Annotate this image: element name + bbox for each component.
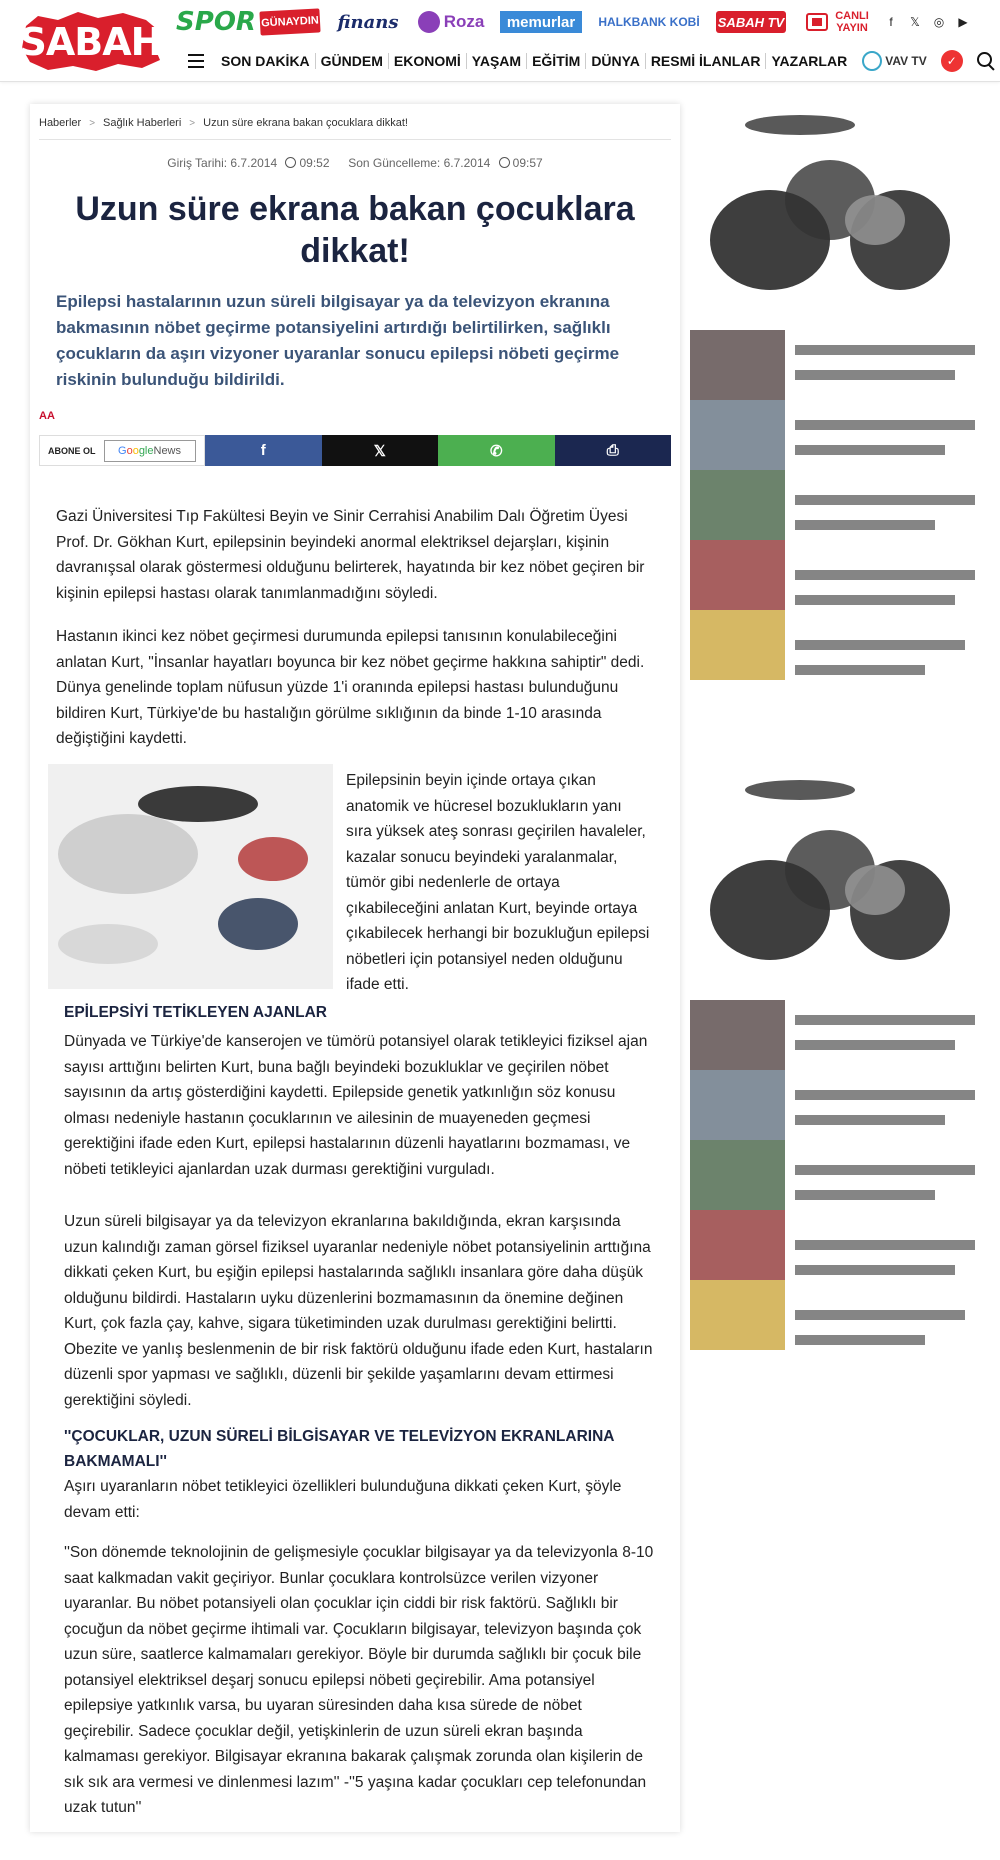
nav-egitim[interactable]: EĞİTİM [527,53,586,69]
article-paragraph: Dünyada ve Türkiye'de kanserojen ve tümörü potansiyel olarak tetikleyici fiziksel ajan sayısı arttığını belirten Kurt, buna bağlı beyindeki bozukluklar ve geçirilen nöbet sayısının da artış gösterdiğini kaydetti. Epilepside genetik yatkınlığın söz konusu olması nedeniyle hastanın çocuklarının ve ailesinin de muayeneden geçmesi gerektiğini ifade eden Kurt, epilepsi hastalarının düzenli hayatlarını bozmaması, ve nöbeti tetikleyici ajanlardan uzak durması gerektiğini vurguladı. [64,1033,648,1178]
trending-icon[interactable]: ✓ [941,50,963,72]
nav-ekonomi[interactable]: EKONOMİ [389,53,467,69]
share-whatsapp-button[interactable] [438,435,555,466]
article-paragraph: Gazi Üniversitesi Tıp Fakültesi Beyin ve Sinir Cerrahisi Anabilim Dalı Öğretim Üyesi Prof. Dr. Gökhan Kurt, epilepsinin beyindeki anormal elektriksel dejarşları, kişinin davranışsal olarak göstermesi olduğunu belirterek, hayatında bir kez nöbet geçiren bir kişinin epilepsi hastası olarak tanımlanmadığını söyledi. [56,508,645,602]
chevron-right-icon: > [89,117,96,129]
sabah-logo[interactable] [18,8,163,74]
subscribe-box [39,435,205,466]
sidebar-ad[interactable] [690,770,990,1435]
instagram-icon[interactable]: ◎ [933,15,945,29]
article-paragraph: Hastanın ikinci kez nöbet geçirmesi durumunda epilepsi tanısının konulabileceğini anlatan Kurt, "İnsanlar hayatları boyunca bir kez nöbet geçirme hakkına sahiptir" dedi. Dünya genelinde toplam nüfusun yüzde 1'i oranında epilepsi hastası bulunduğunu bildiren Kurt, Türkiye'de bu hastalığın görülme sıklığının da binde 1-10 arasında değiştiğini kaydetti. [56,628,645,747]
nav-son-dakika[interactable]: SON DAKİKA [216,53,316,69]
blurred-ad-image [690,770,990,1435]
brand-finans[interactable]: finans [337,11,399,33]
brand-memurlar[interactable]: memurlar [500,11,582,33]
section-heading: EPİLEPSİYİ TETİKLEYEN AJANLAR [64,1004,327,1021]
print-button[interactable] [555,435,672,466]
vav-tv-link[interactable] [862,51,927,71]
breadcrumb-haberler[interactable]: Haberler [39,117,82,129]
share-facebook-button[interactable] [205,435,322,466]
brand-sabah-tv[interactable]: SABAH TV [716,11,786,33]
nav-yasam[interactable]: YAŞAM [467,53,527,69]
article-spot: Epilepsi hastalarının uzun süreli bilgisayar ya da televizyon ekranına bakmasının nöbet geçirme potansiyelini artırdığı belirtilirken, sağlıklı çocukların da aşırı vizyoner uyaranlar sonucu epilepsi nöbeti geçirme riskinin bulunduğu bildirildi. [56,292,620,389]
article-dates [30,156,680,170]
live-label: CANLI YAYIN [835,10,869,34]
sidebar-ad[interactable] [690,100,990,765]
article-card [30,104,680,1832]
hamburger-menu-icon[interactable] [188,54,204,68]
google-news-button[interactable]: G o o gle News [104,440,196,462]
article-paragraph: Epilepsinin beyin içinde ortaya çıkan anatomik ve hücresel bozuklukların yanı sıra yüksek ateş sonrası geçirilen havaleler, kazalar sonucu beyindeki yaralanmalar, tümör gibi nedenlerle de ortaya çıkabileceğini anlatan Kurt, beyinde ortaya çıkabilecek herhangi bir bozukluğun epilepsi nöbetleri için potansiyel neden olduğunu ifade etti. [346,772,650,993]
section-heading: ''ÇOCUKLAR, UZUN SÜRELİ BİLGİSAYAR VE TELEVİZYON EKRANLARINA BAKMAMALI'' [64,1428,614,1470]
live-broadcast-link[interactable] [806,10,870,34]
roza-icon [418,11,440,33]
brand-roza-label: Roza [443,12,485,31]
facebook-icon: f [260,442,266,459]
search-icon[interactable] [977,52,995,70]
article-quote-paragraph: ''Son dönemde teknolojinin de gelişmesiyle çocuklar bilgisayar ya da televizyonla 8-10 saat kalkmadan vakit geçiriyor. Bunlar çocuklara kontrolsüzce verilen vizyoner uyaranlar. Bu nöbet potansiyeli olan çocuklar için ciddi bir risk faktörü. Sağlıklı bir çocuğun da nöbet geçirme ihtimali var. Çocukların bilgisayar, televizyon başında çok uzun süre, saatlerce kalmamaları gerekiyor. Böyle bir durumda sağlıklı bir çocuk bile potansiyel elektriksel deşarj sonucu epilepsi nöbeti geçirebilir. Ama potansiyel epilepsiye yatkınlık varsa, bu uyaran süresinden daha kısa sürede de nöbet geçirebilir. Sadece çocuklar değil, yetişkinlerin de uzun süreli ekran başında kalmaması gerekiyor. Bilgisayar ekranına bakarak çalışmak zorunda olan kişilerin de sık sık ara vermesi ve dinlenmesi lazım'' -''5 yaşına kadar çocukları cep telefonundan uzak tutun'' [64,1544,654,1816]
nav-yazarlar[interactable]: YAZARLAR [771,53,848,69]
logo-text: SABAH [19,20,162,64]
brand-gunaydin[interactable]: GÜNAYDIN [259,8,320,35]
brand-spor[interactable]: SPOR [176,7,256,37]
youtube-icon[interactable]: ▶ [958,15,968,29]
print-icon: ⎙ [606,442,619,459]
brand-roza[interactable] [416,8,486,36]
font-size-toggle[interactable]: AA [39,410,55,422]
breadcrumb-current: Uzun süre ekrana bakan çocuklara dikkat! [203,117,408,129]
article-paragraph: Aşırı uyaranların nöbet tetikleyici özellikleri bulunduğuna dikkati çeken Kurt, şöyle devam etti: [64,1478,622,1521]
subscribe-label: ABONE OL [48,445,96,456]
breadcrumb-saglik[interactable]: Sağlık Haberleri [103,117,182,129]
blurred-image-placeholder [48,764,333,989]
x-icon: 𝕏 [373,442,386,460]
whatsapp-icon: ✆ [489,442,503,460]
facebook-icon[interactable]: f [889,15,893,29]
updated-label: Son Güncelleme: [348,156,441,170]
divider [39,139,671,140]
tv-icon [806,13,828,31]
clock-icon [499,157,510,168]
vav-tv-icon [862,51,882,71]
nav-resmi-ilanlar[interactable]: RESMİ İLANLAR [646,53,767,69]
site-header [0,0,1000,82]
share-bar [39,435,671,466]
published-label: Giriş Tarihi: [167,156,228,170]
vav-tv-label: VAV TV [885,54,927,68]
nav-dunya[interactable]: DÜNYA [586,53,646,69]
updated-time: 09:57 [512,156,543,170]
updated-date: 6.7.2014 [443,156,491,170]
brand-halkbank-kobi[interactable]: HALKBANK KOBİ [598,15,700,29]
x-icon[interactable]: 𝕏 [910,15,920,29]
article-title: Uzun süre ekrana bakan çocuklara dikkat! [75,190,635,270]
blurred-ad-image [690,100,990,765]
nav-gundem[interactable]: GÜNDEM [316,53,389,69]
published-time: 09:52 [299,156,330,170]
published-date: 6.7.2014 [230,156,278,170]
social-links [880,11,976,33]
chevron-right-icon: > [189,117,196,129]
article-paragraph: Uzun süreli bilgisayar ya da televizyon ekranlarına bakıldığında, ekran karşısında uzun kalındığı zaman görsel fiziksel uyaranlar nedeniyle nöbet potansiyelinin arttığına dikkati çeken Kurt, bu eşiğin epilepsi hastalarında sağlıklı insanlara göre daha düşük olduğunu bildirdi. Hastaların uyku düzenlerini bozmamasının da önemine değinen Kurt, çok fazla çay, kahve, sigara tüketiminden uzak durulması gerektiğini belirtti. Obezite ve yanlış beslenmenin de bir risk faktörü olduğunu ifade eden Kurt, hastaların düzenli spor yapması ve sağlıklı, düzenli bir şekilde yaşamlarını devam ettirmesi gerektiğini söyledi. [64,1213,653,1409]
share-x-button[interactable] [322,435,439,466]
clock-icon [285,157,296,168]
breadcrumb [39,117,408,129]
article-image [48,764,333,989]
main-nav [188,46,995,76]
brand-links [176,6,976,38]
